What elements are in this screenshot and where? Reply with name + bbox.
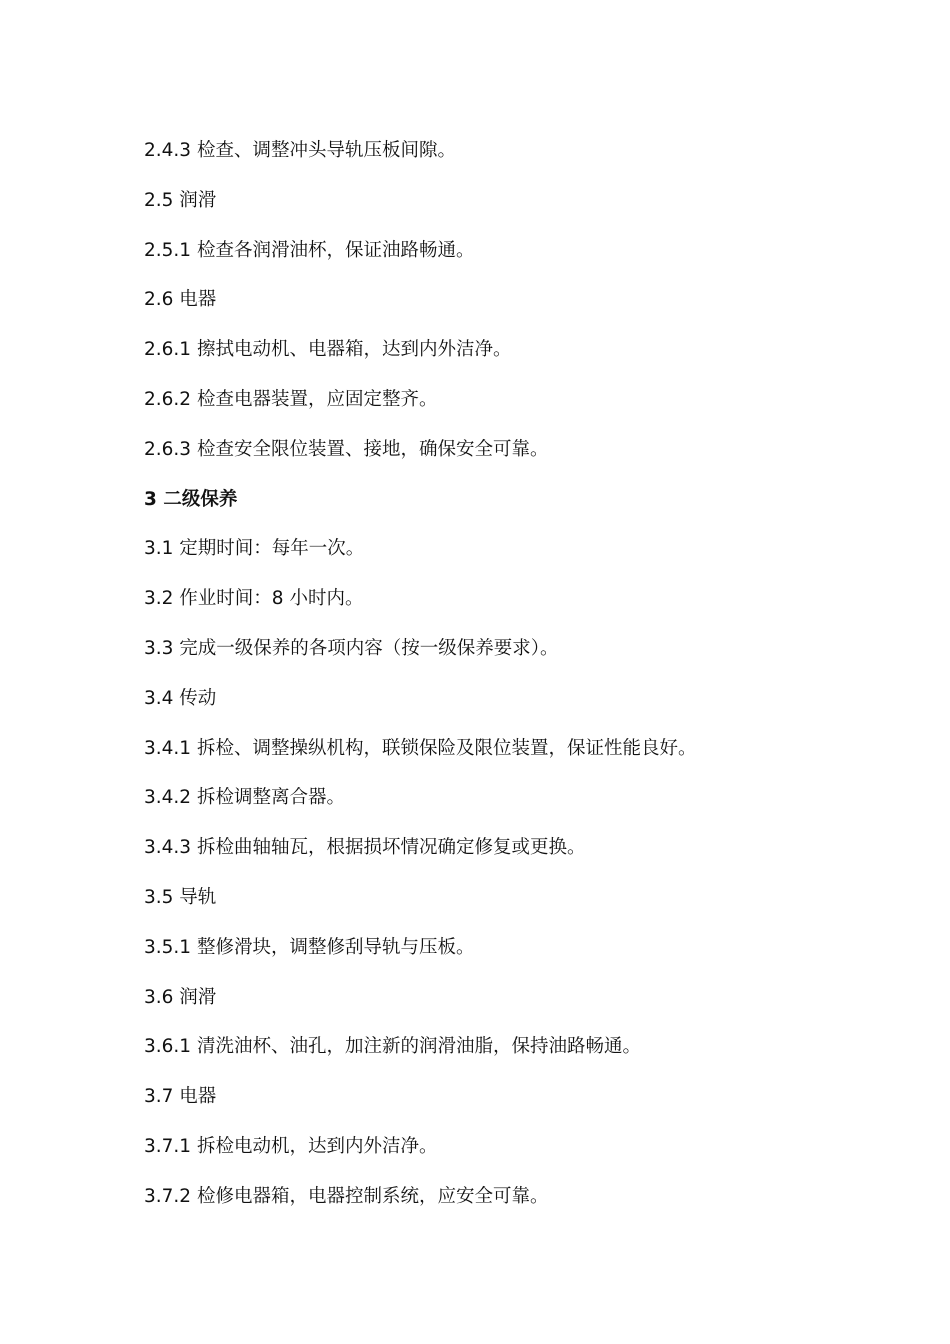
document-body (144, 136, 864, 1232)
section-2-6-heading: 2.6 电器 (144, 289, 217, 311)
chapter-3-heading: 3 二级保养 (144, 488, 238, 510)
clause-3-6-1: 3.6.1 清洗油杯、油孔，加注新的润滑油脂，保持油路畅通。 (144, 1036, 641, 1058)
clause-3-4-1: 3.4.1 拆检、调整操纵机构，联锁保险及限位装置，保证性能良好。 (144, 737, 697, 759)
clause-3-7-1: 3.7.1 拆检电动机，达到内外洁净。 (144, 1135, 438, 1157)
clause-3-1: 3.1 定期时间：每年一次。 (144, 538, 365, 560)
clause-2-6-1: 2.6.1 擦拭电动机、电器箱，达到内外洁净。 (144, 339, 512, 361)
section-3-6-heading: 3.6 润滑 (144, 986, 217, 1008)
clause-2-5-1: 2.5.1 检查各润滑油杯，保证油路畅通。 (144, 239, 475, 261)
clause-2-6-2: 2.6.2 检查电器装置，应固定整齐。 (144, 388, 438, 410)
section-3-4-heading: 3.4 传动 (144, 687, 217, 709)
clause-3-4-2: 3.4.2 拆检调整离合器。 (144, 787, 345, 809)
clause-3-7-2: 3.7.2 检修电器箱，电器控制系统，应安全可靠。 (144, 1185, 549, 1207)
clause-2-6-3: 2.6.3 检查安全限位装置、接地，确保安全可靠。 (144, 438, 549, 460)
clause-2-4-3: 2.4.3 检查、调整冲头导轨压板间隙。 (144, 140, 456, 161)
section-2-5-heading: 2.5 润滑 (144, 189, 217, 211)
section-3-7-heading: 3.7 电器 (144, 1086, 217, 1108)
clause-3-5-1: 3.5.1 整修滑块，调整修刮导轨与压板。 (144, 936, 475, 958)
clause-3-2: 3.2 作业时间：8 小时内。 (144, 588, 364, 610)
section-3-5-heading: 3.5 导轨 (144, 886, 217, 908)
clause-3-4-3: 3.4.3 拆检曲轴轴瓦，根据损坏情况确定修复或更换。 (144, 837, 586, 859)
clause-3-3: 3.3 完成一级保养的各项内容（按一级保养要求）。 (144, 637, 559, 659)
